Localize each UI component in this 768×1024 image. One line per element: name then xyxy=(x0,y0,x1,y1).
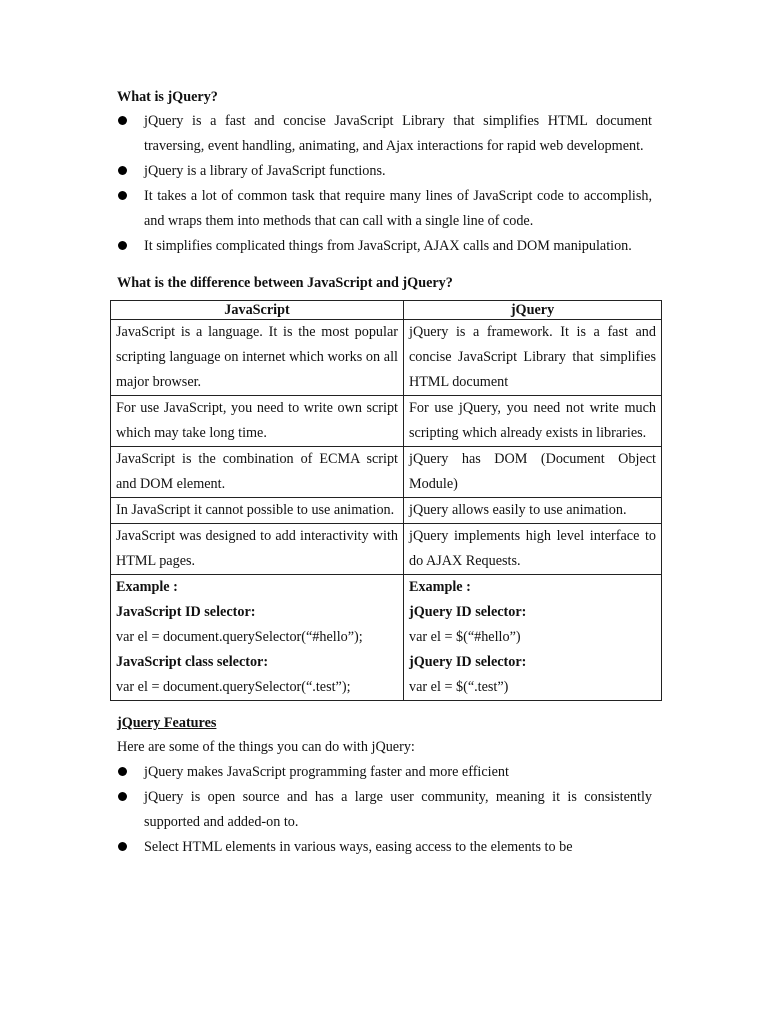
table-cell: JavaScript was designed to add interactivity with HTML pages. xyxy=(111,524,404,575)
what-is-jquery-list xyxy=(117,109,652,259)
table-cell: jQuery allows easily to use animation. xyxy=(404,498,662,524)
jq-id-selector-code: var el = $(“#hello”) xyxy=(409,629,521,645)
table-header-row xyxy=(111,301,662,320)
jq-class-selector-label: jQuery ID selector: xyxy=(409,654,527,670)
js-class-selector-code: var el = document.querySelector(“.test”); xyxy=(116,679,351,695)
comparison-table xyxy=(110,300,662,701)
difference-heading: What is the difference between JavaScript and jQuery? xyxy=(117,275,453,291)
js-class-selector-label: JavaScript class selector: xyxy=(116,654,269,670)
jq-id-selector-label: jQuery ID selector: xyxy=(409,604,527,620)
table-cell: JavaScript is the combination of ECMA script and DOM element. xyxy=(111,447,404,498)
jq-class-selector-code: var el = $(“.test”) xyxy=(409,679,509,695)
column-header-javascript: JavaScript xyxy=(111,301,404,320)
list-item: jQuery is a library of JavaScript functions. xyxy=(117,159,652,184)
table-cell: For use jQuery, you need not write much scripting which already exists in libraries. xyxy=(404,396,662,447)
js-id-selector-code: var el = document.querySelector(“#hello”); xyxy=(116,629,363,645)
table-row xyxy=(111,447,662,498)
list-item: It takes a lot of common task that require many lines of JavaScript code to accomplish, and wraps them into methods that can call with a single line of code. xyxy=(117,184,652,234)
table-cell: jQuery is a framework. It is a fast and concise JavaScript Library that simplifies HTML document xyxy=(404,320,662,396)
spacer xyxy=(117,259,652,271)
table-cell: In JavaScript it cannot possible to use animation. xyxy=(111,498,404,524)
jquery-example-cell xyxy=(404,575,662,701)
features-intro: Here are some of the things you can do with jQuery: xyxy=(117,739,415,755)
table-cell: JavaScript is a language. It is the most popular scripting language on internet which works on all major browser. xyxy=(111,320,404,396)
table-row xyxy=(111,320,662,396)
table-row xyxy=(111,396,662,447)
table-cell: jQuery implements high level interface to do AJAX Requests. xyxy=(404,524,662,575)
js-id-selector-label: JavaScript ID selector: xyxy=(116,604,256,620)
example-label: Example : xyxy=(409,579,471,595)
example-row xyxy=(111,575,662,701)
list-item: Select HTML elements in various ways, easing access to the elements to be xyxy=(117,835,652,860)
example-label: Example : xyxy=(116,579,178,595)
list-item: jQuery makes JavaScript programming faster and more efficient xyxy=(117,760,652,785)
jquery-features-list xyxy=(117,760,652,860)
table-row xyxy=(111,498,662,524)
column-header-jquery: jQuery xyxy=(404,301,662,320)
what-is-jquery-heading: What is jQuery? xyxy=(117,89,218,105)
table-cell: jQuery has DOM (Document Object Module) xyxy=(404,447,662,498)
document-content xyxy=(116,85,656,860)
list-item: jQuery is a fast and concise JavaScript Library that simplifies HTML document traversing, event handling, animating, and Ajax interactions for rapid web development. xyxy=(117,109,652,159)
list-item: jQuery is open source and has a large user community, meaning it is consistently supported and added-on to. xyxy=(117,785,652,835)
list-item: It simplifies complicated things from JavaScript, AJAX calls and DOM manipulation. xyxy=(117,234,652,259)
table-cell: For use JavaScript, you need to write own script which may take long time. xyxy=(111,396,404,447)
jquery-features-heading: jQuery Features xyxy=(117,715,217,731)
javascript-example-cell xyxy=(111,575,404,701)
table-row xyxy=(111,524,662,575)
spacer xyxy=(117,701,652,711)
